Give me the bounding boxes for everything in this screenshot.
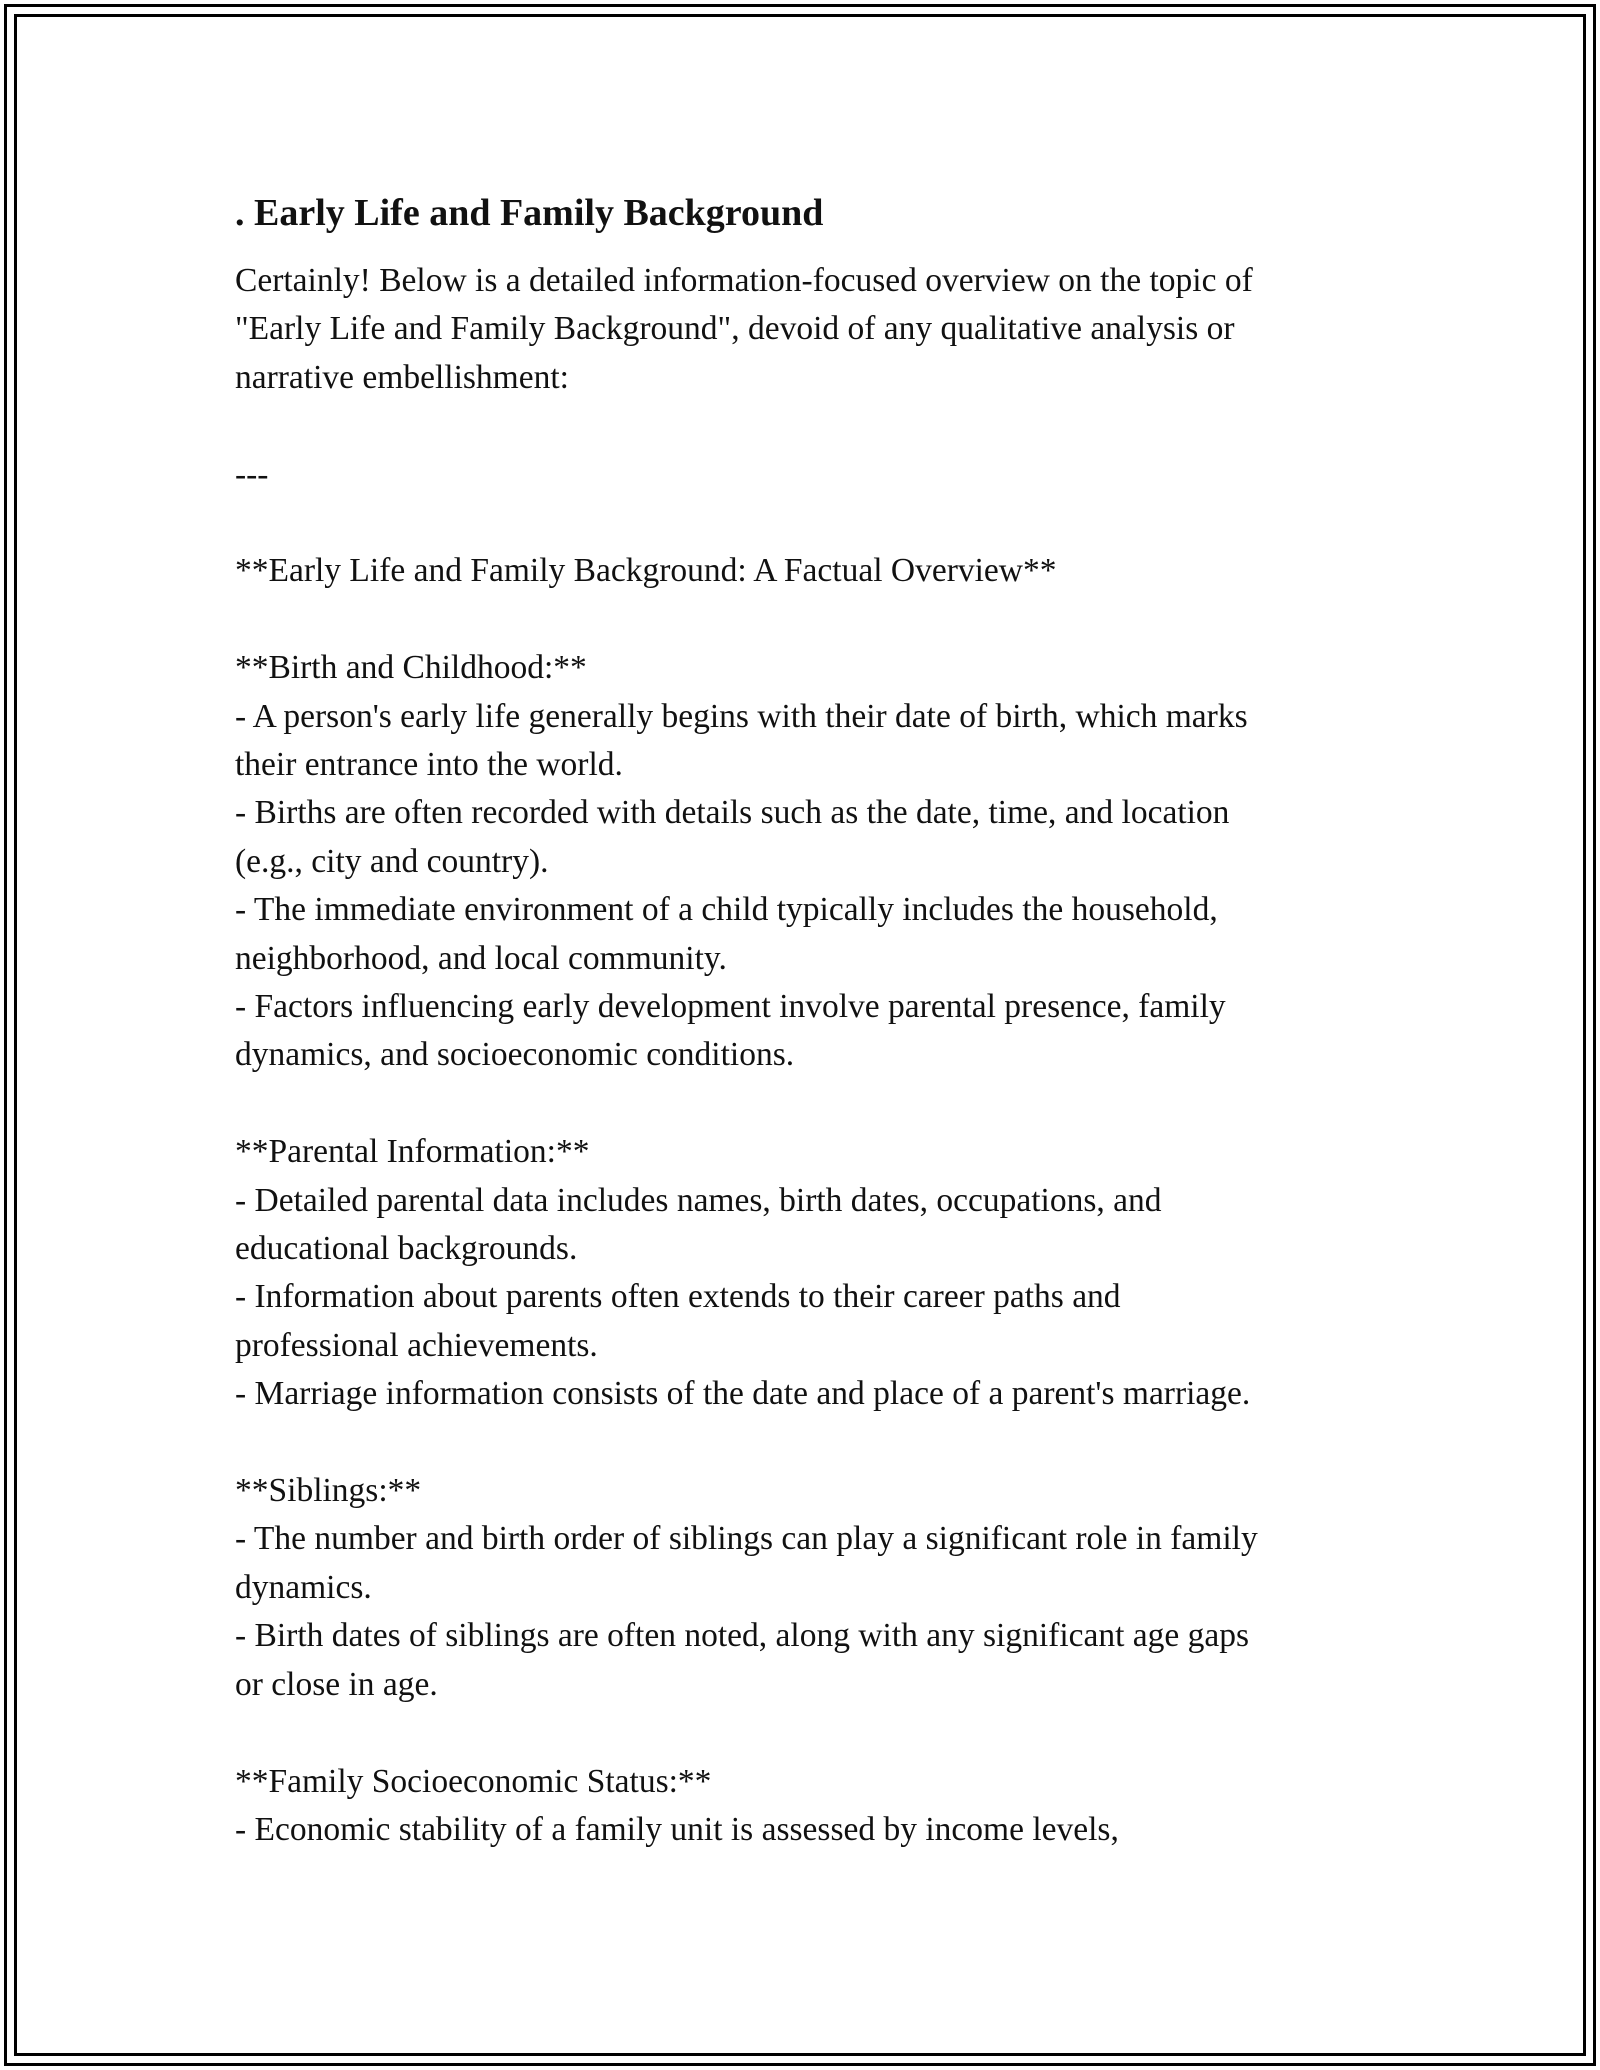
intro-line: "Early Life and Family Background", devoid of any qualitative analysis or xyxy=(235,310,1235,348)
blank-line xyxy=(235,596,1375,644)
section-line: - Economic stability of a family unit is assessed by income levels, xyxy=(235,1810,1119,1848)
section-line: - Detailed parental data includes names, birth dates, occupations, and xyxy=(235,1181,1162,1219)
section-line: neighborhood, and local community. xyxy=(235,939,727,977)
separator: --- xyxy=(235,455,269,493)
section-heading-birth-childhood: **Birth and Childhood:** xyxy=(235,649,587,687)
section-line: - Information about parents often extends to their career paths and xyxy=(235,1278,1121,1316)
section-line: dynamics. xyxy=(235,1568,372,1606)
overview-heading: **Early Life and Family Background: A Factual Overview** xyxy=(235,552,1057,590)
document-title: . Early Life and Family Background xyxy=(235,192,824,234)
section-heading-parental-information: **Parental Information:** xyxy=(235,1133,590,1171)
section-line: - Births are often recorded with details such as the date, time, and location xyxy=(235,794,1230,832)
section-line: their entrance into the world. xyxy=(235,746,623,784)
section-line: - The number and birth order of siblings can play a significant role in family xyxy=(235,1520,1258,1558)
section-line: (e.g., city and country). xyxy=(235,842,549,880)
section-line: - Birth dates of siblings are often noted, along with any significant age gaps xyxy=(235,1617,1250,1655)
document-body xyxy=(235,183,1375,1854)
section-line: - A person's early life generally begins with their date of birth, which marks xyxy=(235,697,1248,735)
section-line: - Marriage information consists of the date and place of a parent's marriage. xyxy=(235,1375,1251,1413)
blank-line xyxy=(235,1709,1375,1757)
section-heading-siblings: **Siblings:** xyxy=(235,1472,422,1510)
section-line: or close in age. xyxy=(235,1665,438,1703)
blank-line xyxy=(235,1419,1375,1467)
blank-line xyxy=(235,499,1375,547)
section-line: educational backgrounds. xyxy=(235,1230,578,1268)
intro-line: narrative embellishment: xyxy=(235,358,569,396)
section-line: dynamics, and socioeconomic conditions. xyxy=(235,1036,795,1074)
intro-line: Certainly! Below is a detailed information-focused overview on the topic of xyxy=(235,262,1253,299)
section-line: - The immediate environment of a child typically includes the household, xyxy=(235,891,1218,929)
section-line: - Factors influencing early development involve parental presence, family xyxy=(235,988,1226,1026)
blank-line xyxy=(235,402,1375,450)
blank-line xyxy=(235,1080,1375,1128)
section-heading-family-socioeconomic-status: **Family Socioeconomic Status:** xyxy=(235,1762,712,1800)
section-line: professional achievements. xyxy=(235,1326,598,1364)
